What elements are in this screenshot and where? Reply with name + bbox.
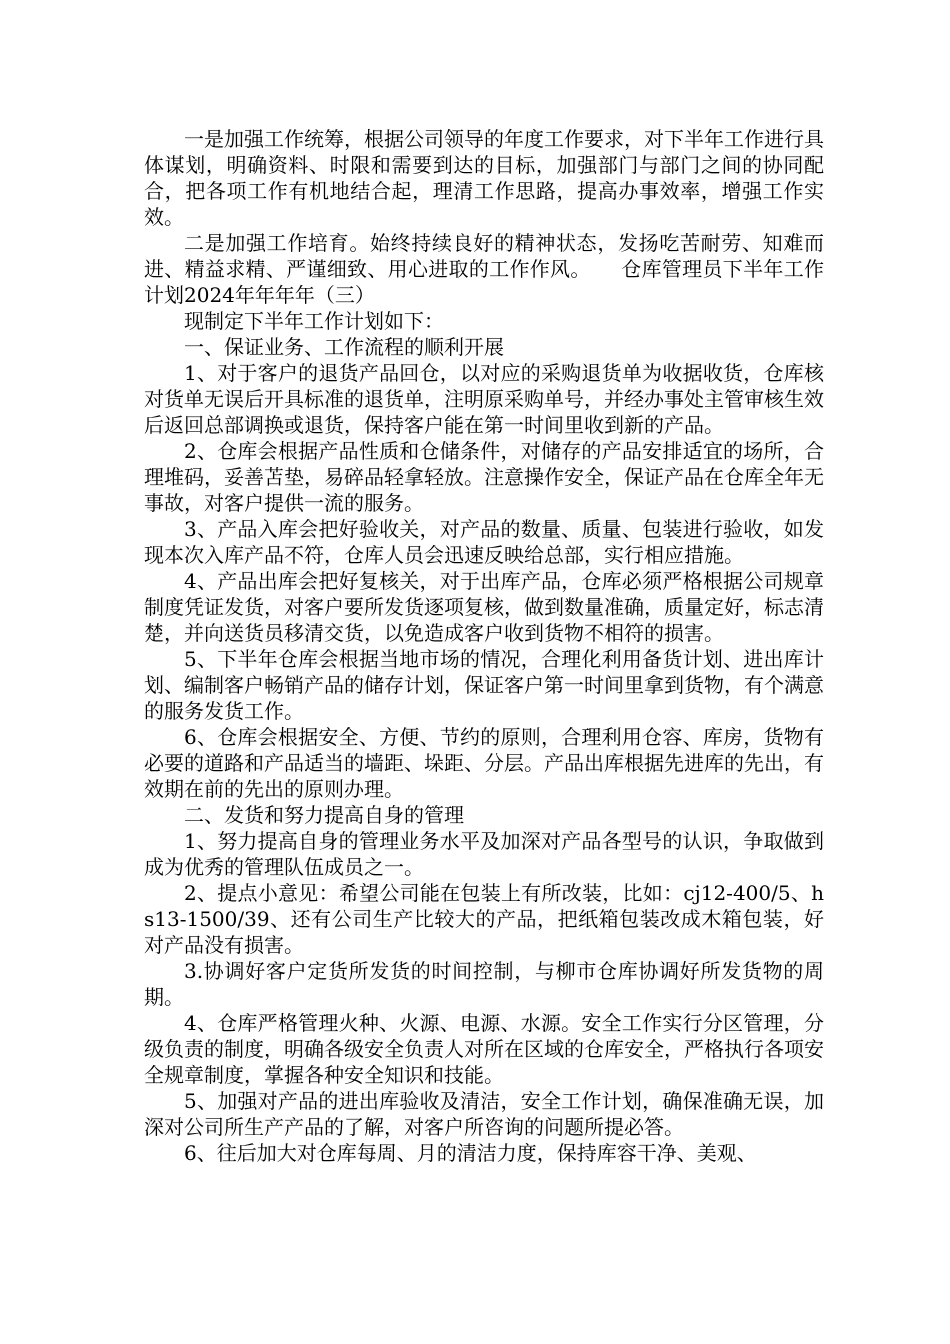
paragraph-intro-2: 二是加强工作培育。始终持续良好的精神状态，发扬吃苦耐劳、知难而进、精益求精、严谨细致、用心进取的工作作风。 仓库管理员下半年工作计划2024年年年年（三） <box>144 231 824 307</box>
document-body <box>144 126 824 1166</box>
list-item: 4、仓库严格管理火种、火源、电源、水源。安全工作实行分区管理，分级负责的制度，明确各级安全负责人对所在区域的仓库安全，严格执行各项安全规章制度，掌握各种安全知识和技能。 <box>144 1011 824 1087</box>
list-item: 3、产品入库会把好验收关，对产品的数量、质量、包装进行验收，如发现本次入库产品不符，仓库人员会迅速反映给总部，实行相应措施。 <box>144 517 824 567</box>
section-heading-2: 二、发货和努力提高自身的管理 <box>184 803 464 827</box>
list-item: 5、下半年仓库会根据当地市场的情况，合理化利用备货计划、进出库计划、编制客户畅销产品的储存计划，保证客户第一时间里拿到货物，有个满意的服务发货工作。 <box>144 647 824 723</box>
list-item: 6、仓库会根据安全、方便、节约的原则，合理利用仓容、库房，货物有必要的道路和产品适当的墙距、垛距、分层。产品出库根据先进库的先出，有效期在前的先出的原则办理。 <box>144 725 824 801</box>
list-item: 1、努力提高自身的管理业务水平及加深对产品各型号的认识，争取做到成为优秀的管理队伍成员之一。 <box>144 829 824 879</box>
list-item: 2、提点小意见：希望公司能在包装上有所改装，比如：cj12-400/5、hs13-1500/39、还有公司生产比较大的产品，把纸箱包装改成木箱包装，好对产品没有损害。 <box>144 881 824 957</box>
list-item: 4、产品出库会把好复核关，对于出库产品，仓库必须严格根据公司规章制度凭证发货，对客户要所发货逐项复核，做到数量准确，质量定好，标志清楚，并向送货员移清交货，以免造成客户收到货物不相符的损害。 <box>144 569 824 645</box>
list-item: 1、对于客户的退货产品回仓，以对应的采购退货单为收据收货，仓库核对货单无误后开具标准的退货单，注明原采购单号，并经办事处主管审核生效后返回总部调换或退货，保持客户能在第一时间里收到新的产品。 <box>144 361 824 437</box>
list-item: 3.协调好客户定货所发货的时间控制，与柳市仓库协调好所发货物的周期。 <box>144 959 824 1009</box>
paragraph-plan-intro: 现制定下半年工作计划如下： <box>184 309 444 333</box>
paragraph-intro-1: 一是加强工作统筹，根据公司领导的年度工作要求，对下半年工作进行具体谋划，明确资料、时限和需要到达的目标，加强部门与部门之间的协同配合，把各项工作有机地结合起，理清工作思路，提高办事效率，增强工作实效。 <box>144 127 824 229</box>
list-item: 2、仓库会根据产品性质和仓储条件，对储存的产品安排适宜的场所，合理堆码，妥善苫垫，易碎品轻拿轻放。注意操作安全，保证产品在仓库全年无事故，对客户提供一流的服务。 <box>144 439 824 515</box>
section-heading-1: 一、保证业务、工作流程的顺利开展 <box>184 335 504 359</box>
list-item: 6、往后加大对仓库每周、月的清洁力度，保持库容干净、美观、 <box>184 1141 757 1165</box>
list-item: 5、加强对产品的进出库验收及清洁，安全工作计划，确保准确无误，加深对公司所生产产品的了解，对客户所咨询的问题所提必答。 <box>144 1089 824 1139</box>
